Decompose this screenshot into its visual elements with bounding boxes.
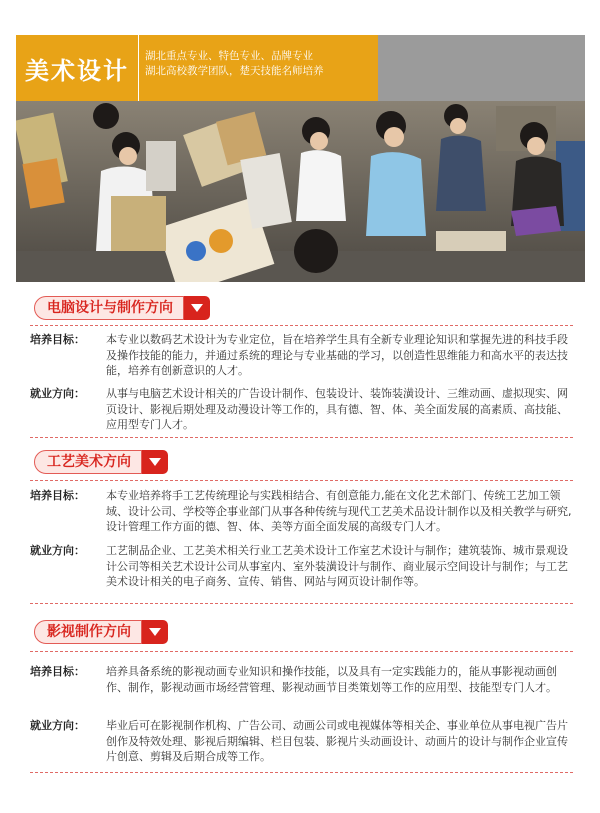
divider bbox=[30, 437, 573, 438]
career-direction-text: 毕业后可在影视制作机构、广告公司、动画公司或电视媒体等相关企、事业单位从事电视广告片创作及特效处理、影视后期编辑、栏目包装、影视片头动画设计、动画片的设计与制作企业宣传片创意、剪辑及后期合成等工作。 bbox=[106, 719, 568, 764]
divider bbox=[30, 325, 573, 326]
training-goal-row bbox=[30, 664, 578, 712]
header-subtitle bbox=[138, 35, 378, 101]
chevron-down-icon[interactable] bbox=[184, 296, 210, 320]
header-grey-block bbox=[378, 35, 585, 101]
training-goal-label: 培养目标： bbox=[30, 489, 85, 502]
training-goal-text: 培养具备系统的影视动画专业知识和操作技能，以及具有一定实践能力的，能从事影视动画创作、制作，影视动画市场经营管理、影视动画节目类策划等工作的应用型、技能型专门人才。 bbox=[106, 665, 557, 694]
career-direction-row bbox=[30, 386, 578, 434]
chevron-down-icon[interactable] bbox=[142, 450, 168, 474]
subtitle-line-1: 湖北重点专业、特色专业、品牌专业 bbox=[145, 50, 313, 62]
divider bbox=[30, 651, 573, 652]
divider bbox=[30, 603, 573, 604]
divider bbox=[30, 480, 573, 481]
training-goal-text: 本专业培养将手工艺传统理论与实践相结合、有创意能力,能在文化艺术部门、传统工艺加工领域、设计公司、学校等企事业部门从事各种传统与现代工艺美术品设计制作以及相关教学与研究,设计管理工作方面的德、智、体、美等方面全面发展的高级专门人才。 bbox=[106, 489, 572, 534]
career-direction-row bbox=[30, 543, 578, 591]
section-heading-film-production[interactable] bbox=[34, 620, 168, 644]
career-direction-row bbox=[30, 718, 578, 766]
divider bbox=[30, 772, 573, 773]
section-heading-craft-art[interactable] bbox=[34, 450, 168, 474]
header-banner bbox=[16, 35, 585, 101]
career-direction-label: 就业方向： bbox=[30, 719, 85, 732]
training-goal-row bbox=[30, 488, 578, 536]
career-direction-text: 从事与电脑艺术设计相关的广告设计制作、包装设计、装饰装潢设计、三维动画、虚拟现实、网页设计、影视后期处理及动漫设计等工作的，具有德、智、体、美全面发展的高素质、高技能、应用型专门人才。 bbox=[106, 387, 568, 432]
section-heading-computer-design[interactable] bbox=[34, 296, 210, 320]
career-direction-text: 工艺制品企业、工艺美术相关行业工艺美术设计工作室艺术设计与制作；建筑装饰、城市景观设计公司等相关艺术设计公司从事室内、室外装潢设计与制作、商业展示空间设计与制作；与工艺美术设计相关的电子商务、宣传、销售、网站与网页设计制作等。 bbox=[106, 544, 568, 589]
training-goal-label: 培养目标： bbox=[30, 333, 85, 346]
classroom-photo bbox=[16, 101, 585, 282]
training-goal-text: 本专业以数码艺术设计为专业定位，旨在培养学生具有全新专业理论知识和掌握先进的科技手段及操作技能的能力，并通过系统的理论与专业基础的学习，以创造性思维能力和高水平的表达技能，培养有创新意识的人才。 bbox=[106, 333, 568, 378]
section-heading-label: 工艺美术方向 bbox=[34, 450, 142, 474]
chevron-down-icon[interactable] bbox=[142, 620, 168, 644]
training-goal-row bbox=[30, 332, 578, 380]
career-direction-label: 就业方向： bbox=[30, 544, 85, 557]
section-heading-label: 电脑设计与制作方向 bbox=[34, 296, 184, 320]
page-title: 美术设计 bbox=[16, 35, 138, 101]
career-direction-label: 就业方向： bbox=[30, 387, 85, 400]
training-goal-label: 培养目标： bbox=[30, 665, 85, 678]
subtitle-line-2: 湖北高校教学团队，楚天技能名师培养 bbox=[145, 65, 324, 77]
section-heading-label: 影视制作方向 bbox=[34, 620, 142, 644]
